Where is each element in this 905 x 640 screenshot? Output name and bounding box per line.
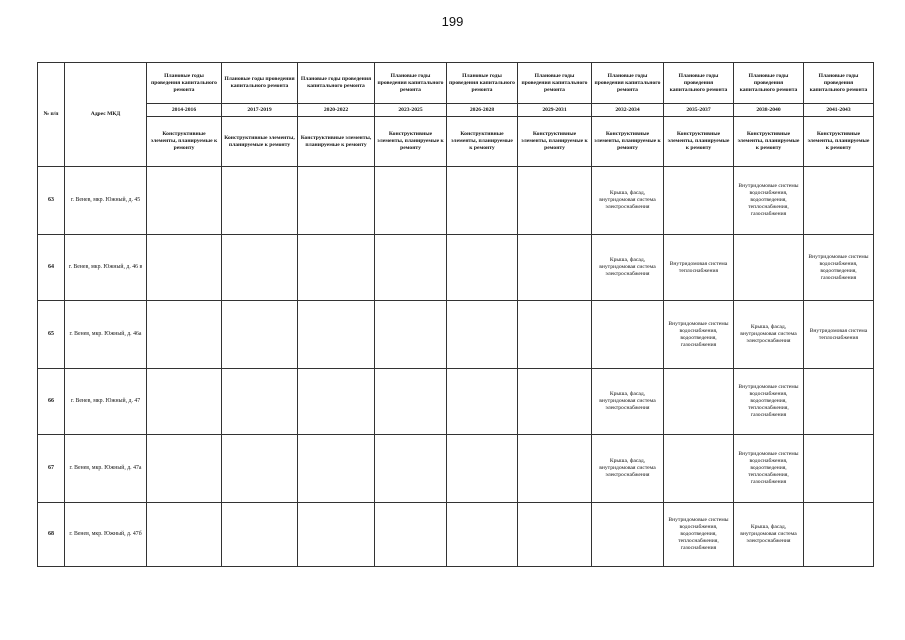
header-period-elements: Конструктивные элементы, планируемые к ремонту (147, 117, 222, 167)
row-cell (222, 167, 298, 235)
row-cell (592, 301, 664, 369)
header-period-years: 2029-2031 (518, 104, 592, 117)
row-cell (447, 167, 518, 235)
header-row-elements (38, 117, 874, 167)
row-cell: Крыша, фасад, внутридомовая система электроснабжения (592, 167, 664, 235)
header-period-years: 2014-2016 (147, 104, 222, 117)
row-cell: Крыша, фасад, внутридомовая система электроснабжения (592, 235, 664, 301)
row-number: 66 (38, 369, 65, 435)
row-cell (222, 235, 298, 301)
header-period-elements: Конструктивные элементы, планируемые к ремонту (222, 117, 298, 167)
row-number: 67 (38, 435, 65, 503)
table-row (38, 301, 874, 369)
row-cell: Крыша, фасад, внутридомовая система электроснабжения (734, 301, 804, 369)
row-cell (298, 503, 375, 567)
row-address: г. Венев, мкр. Южный, д. 47б (65, 503, 147, 567)
row-cell (447, 369, 518, 435)
header-period-years: 2026-2028 (447, 104, 518, 117)
row-cell: Внутридомовые системы водоснабжения, водоотведения, теплоснабжения, газоснабжения (734, 435, 804, 503)
row-cell (592, 503, 664, 567)
row-number: 64 (38, 235, 65, 301)
table-row (38, 235, 874, 301)
table-row (38, 369, 874, 435)
row-cell (518, 369, 592, 435)
header-period-years: 2035-2037 (664, 104, 734, 117)
page-number: 199 (441, 14, 464, 29)
header-period-years: 2038-2040 (734, 104, 804, 117)
row-cell: Крыша, фасад, внутридомовая система электроснабжения (592, 435, 664, 503)
header-period-title: Плановые годы проведения капитального ремонта (375, 63, 447, 104)
row-cell (298, 235, 375, 301)
row-cell: Крыша, фасад, внутридомовая система электроснабжения (592, 369, 664, 435)
row-cell (375, 301, 447, 369)
row-cell (222, 435, 298, 503)
row-cell (447, 435, 518, 503)
row-cell (664, 435, 734, 503)
header-period-title: Плановые годы проведения капитального ремонта (592, 63, 664, 104)
row-cell (804, 435, 874, 503)
header-period-title: Плановые годы проведения капитального ремонта (298, 63, 375, 104)
row-cell: Внутридомовые системы водоснабжения, водоотведения, газоснабжения (664, 301, 734, 369)
row-cell: Внутридомовые системы водоснабжения, водоотведения, теплоснабжения, газоснабжения (734, 167, 804, 235)
row-number: 63 (38, 167, 65, 235)
row-cell: Внутридомовая система теплоснабжения (664, 235, 734, 301)
table-row (38, 167, 874, 235)
header-period-elements: Конструктивные элементы, планируемые к ремонту (298, 117, 375, 167)
header-period-elements: Конструктивные элементы, планируемые к ремонту (664, 117, 734, 167)
row-cell (804, 503, 874, 567)
header-period-years: 2020-2022 (298, 104, 375, 117)
row-cell (222, 503, 298, 567)
header-period-title: Плановые годы проведения капитального ремонта (222, 63, 298, 104)
row-cell (734, 235, 804, 301)
row-cell (222, 369, 298, 435)
header-period-elements: Конструктивные элементы, планируемые к ремонту (592, 117, 664, 167)
row-cell (447, 301, 518, 369)
row-cell: Внутридомовые системы водоснабжения, водоотведения, теплоснабжения, газоснабжения (664, 503, 734, 567)
row-cell (298, 435, 375, 503)
header-period-years: 2017-2019 (222, 104, 298, 117)
row-cell (298, 167, 375, 235)
row-cell (804, 167, 874, 235)
row-cell: Внутридомовые системы водоснабжения, водоотведения, теплоснабжения, газоснабжения (734, 369, 804, 435)
row-address: г. Венев, мкр. Южный, д. 46 в (65, 235, 147, 301)
row-cell (804, 369, 874, 435)
row-number: 68 (38, 503, 65, 567)
row-cell (147, 503, 222, 567)
row-cell (375, 167, 447, 235)
row-cell (375, 503, 447, 567)
row-cell (147, 369, 222, 435)
row-cell (298, 369, 375, 435)
row-cell (147, 167, 222, 235)
header-address: Адрес МКД (65, 63, 147, 167)
row-cell (518, 301, 592, 369)
row-cell (518, 235, 592, 301)
header-period-title: Плановые годы проведения капитального ремонта (804, 63, 874, 104)
table-row (38, 503, 874, 567)
table-row (38, 435, 874, 503)
header-period-elements: Конструктивные элементы, планируемые к ремонту (447, 117, 518, 167)
row-cell (147, 435, 222, 503)
row-address: г. Венев, мкр. Южный, д. 46а (65, 301, 147, 369)
row-cell (447, 503, 518, 567)
row-address: г. Венев, мкр. Южный, д. 47а (65, 435, 147, 503)
header-period-title: Плановые годы проведения капитального ремонта (664, 63, 734, 104)
row-cell: Внутридомовая система теплоснабжения (804, 301, 874, 369)
row-cell (664, 167, 734, 235)
header-period-title: Плановые годы проведения капитального ремонта (447, 63, 518, 104)
header-period-title: Плановые годы проведения капитального ремонта (734, 63, 804, 104)
header-period-title: Плановые годы проведения капитального ремонта (147, 63, 222, 104)
row-cell (664, 369, 734, 435)
row-cell (518, 435, 592, 503)
header-period-elements: Конструктивные элементы, планируемые к ремонту (734, 117, 804, 167)
row-cell (518, 167, 592, 235)
row-cell (222, 301, 298, 369)
header-period-years: 2041-2043 (804, 104, 874, 117)
header-row-titles (38, 63, 874, 104)
header-num: № п/п (38, 63, 65, 167)
row-number: 65 (38, 301, 65, 369)
row-cell (375, 235, 447, 301)
header-period-years: 2023-2025 (375, 104, 447, 117)
row-cell: Внутридомовые системы водоснабжения, водоотведения, газоснабжения (804, 235, 874, 301)
row-cell (518, 503, 592, 567)
header-row-years (38, 104, 874, 117)
row-cell (147, 301, 222, 369)
row-cell (298, 301, 375, 369)
row-cell (147, 235, 222, 301)
row-cell: Крыша, фасад, внутридомовая система электроснабжения (734, 503, 804, 567)
header-period-elements: Конструктивные элементы, планируемые к ремонту (518, 117, 592, 167)
header-period-years: 2032-2034 (592, 104, 664, 117)
row-cell (375, 435, 447, 503)
repair-plan-table (37, 62, 874, 567)
header-period-title: Плановые годы проведения капитального ремонта (518, 63, 592, 104)
row-cell (375, 369, 447, 435)
row-address: г. Венев, мкр. Южный, д. 47 (65, 369, 147, 435)
row-address: г. Венев, мкр. Южный, д. 45 (65, 167, 147, 235)
header-period-elements: Конструктивные элементы, планируемые к ремонту (804, 117, 874, 167)
row-cell (447, 235, 518, 301)
header-period-elements: Конструктивные элементы, планируемые к ремонту (375, 117, 447, 167)
